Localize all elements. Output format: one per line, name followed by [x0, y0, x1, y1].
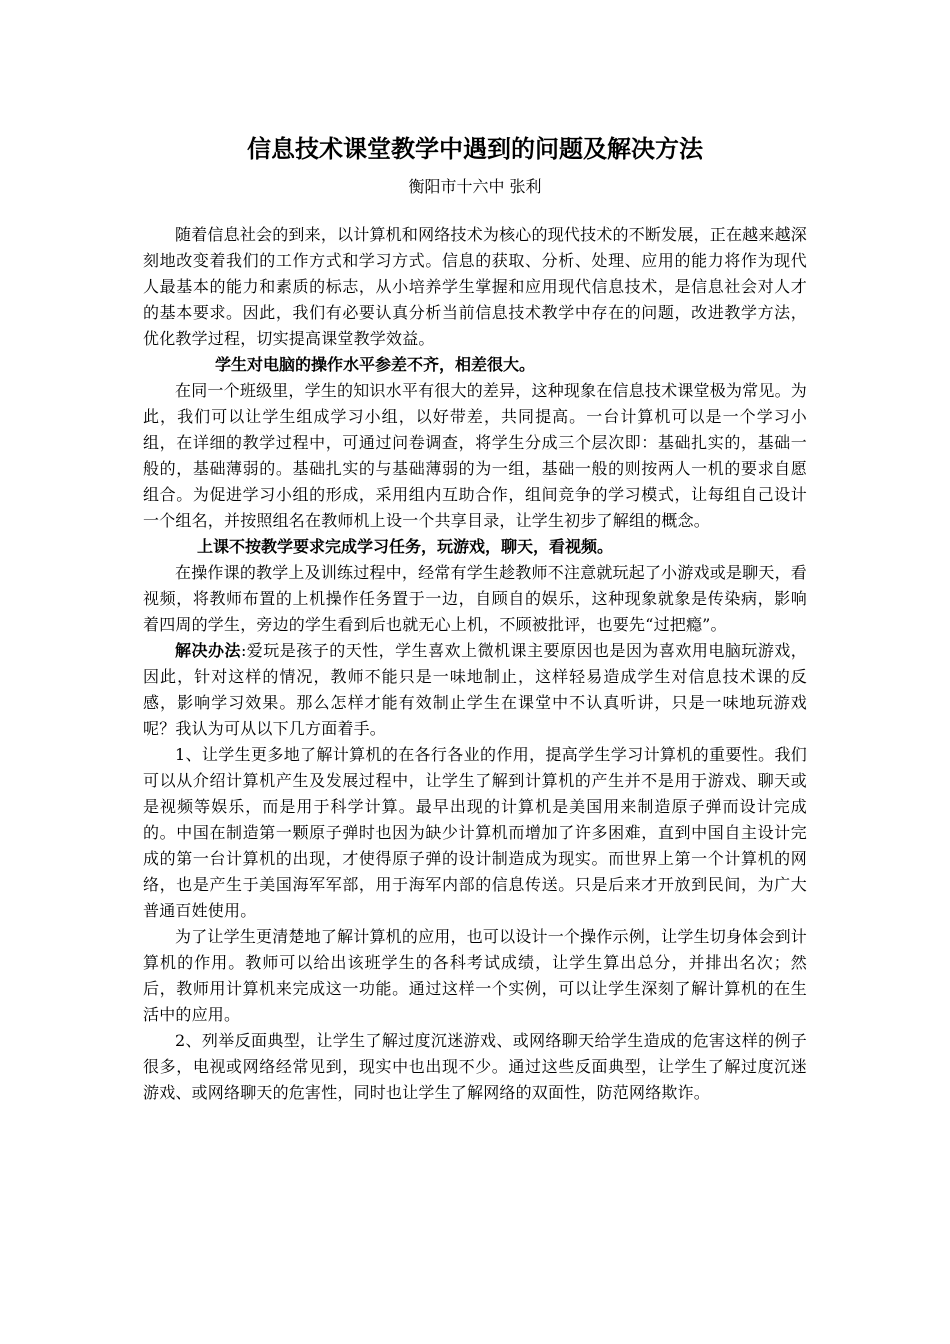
solution-label: 解决办法: [175, 641, 241, 660]
section-heading-1: 学生对电脑的操作水平参差不齐，相差很大。: [215, 355, 536, 374]
section-1-paragraph: 在同一个班级里，学生的知识水平有很大的差异，这种现象在信息技术课堂极为常见。为此，我们可以让学生组成学习小组，以好带差，共同提高。一台计算机可以是一个学习小组，在详细的教学过程中，可通过问卷调查，将学生分成三个层次即：基础扎实的，基础一般的，基础薄弱的。基础扎实的与基础薄弱的为一组，基础一般的则按两人一机的要求自愿组合。为促进学习小组的形成，采用组内互助合作，组间竞争的学习模式，让每组自己设计一个组名，并按照组名在教师机上设一个共享目录，让学生初步了解组的概念。: [143, 381, 807, 530]
point-1-extra-paragraph: 为了让学生更清楚地了解计算机的应用，也可以设计一个操作示例，让学生切身体会到计算机的作用。教师可以给出该班学生的各科考试成绩，让学生算出总分，并排出名次；然后，教师用计算机来完成这一功能。通过这样一个实例，可以让学生深刻了解计算机的在生活中的应用。: [143, 927, 807, 1024]
document-title: 信息技术课堂教学中遇到的问题及解决方法: [247, 135, 703, 163]
section-2-paragraph: 在操作课的教学上及训练过程中，经常有学生趁教师不注意就玩起了小游戏或是聊天，看视频，将教师布置的上机操作任务置于一边，自顾自的娱乐，这种现象就象是传染病，影响着四周的学生，旁边的学生看到后也就无心上机，不顾被批评，也要先“过把瘾”。: [143, 563, 807, 634]
solution-text: :爱玩是孩子的天性，学生喜欢上微机课主要原因也是因为喜欢用电脑玩游戏，因此，针对这样的情况，教师不能只是一味地制止，这样轻易造成学生对信息技术课的反感，影响学习效果。那么怎样才能有效制止学生在课堂中不认真听讲，只是一味地玩游戏呢？我认为可从以下几方面着手。: [143, 641, 807, 738]
document-body: [143, 222, 807, 1106]
section-heading-2: 上课不按教学要求完成学习任务，玩游戏，聊天，看视频。: [197, 537, 614, 556]
intro-paragraph: 随着信息社会的到来，以计算机和网络技术为核心的现代技术的不断发展，正在越来越深刻地改变着我们的工作方式和学习方式。信息的获取、分析、处理、应用的能力将作为现代人最基本的能力和素质的标志，从小培养学生掌握和应用现代信息技术，是信息社会对人才的基本要求。因此，我们有必要认真分析当前信息技术教学中存在的问题，改进教学方法，优化教学过程，切实提高课堂教学效益。: [143, 225, 807, 348]
solution-paragraph: [143, 638, 807, 742]
point-1-paragraph: 1、让学生更多地了解计算机的在各行各业的作用，提高学生学习计算机的重要性。我们可以从介绍计算机产生及发展过程中，让学生了解到计算机的产生并不是用于游戏、聊天或是视频等娱乐，而是用于科学计算。最早出现的计算机是美国用来制造原子弹而设计完成的。中国在制造第一颗原子弹时也因为缺少计算机而增加了许多困难，直到中国自主设计完成的第一台计算机的出现，才使得原子弹的设计制造成为现实。而世界上第一个计算机的网络，也是产生于美国海军军部，用于海军内部的信息传送。只是后来才开放到民间，为广大普通百姓使用。: [143, 745, 807, 920]
point-2-paragraph: 2、列举反面典型，让学生了解过度沉迷游戏、或网络聊天给学生造成的危害这样的例子很多，电视或网络经常见到，现实中也出现不少。通过这些反面典型，让学生了解过度沉迷游戏、或网络聊天的危害性，同时也让学生了解网络的双面性，防范网络欺诈。: [143, 1031, 807, 1102]
document-author: 衡阳市十六中 张利: [408, 177, 542, 196]
